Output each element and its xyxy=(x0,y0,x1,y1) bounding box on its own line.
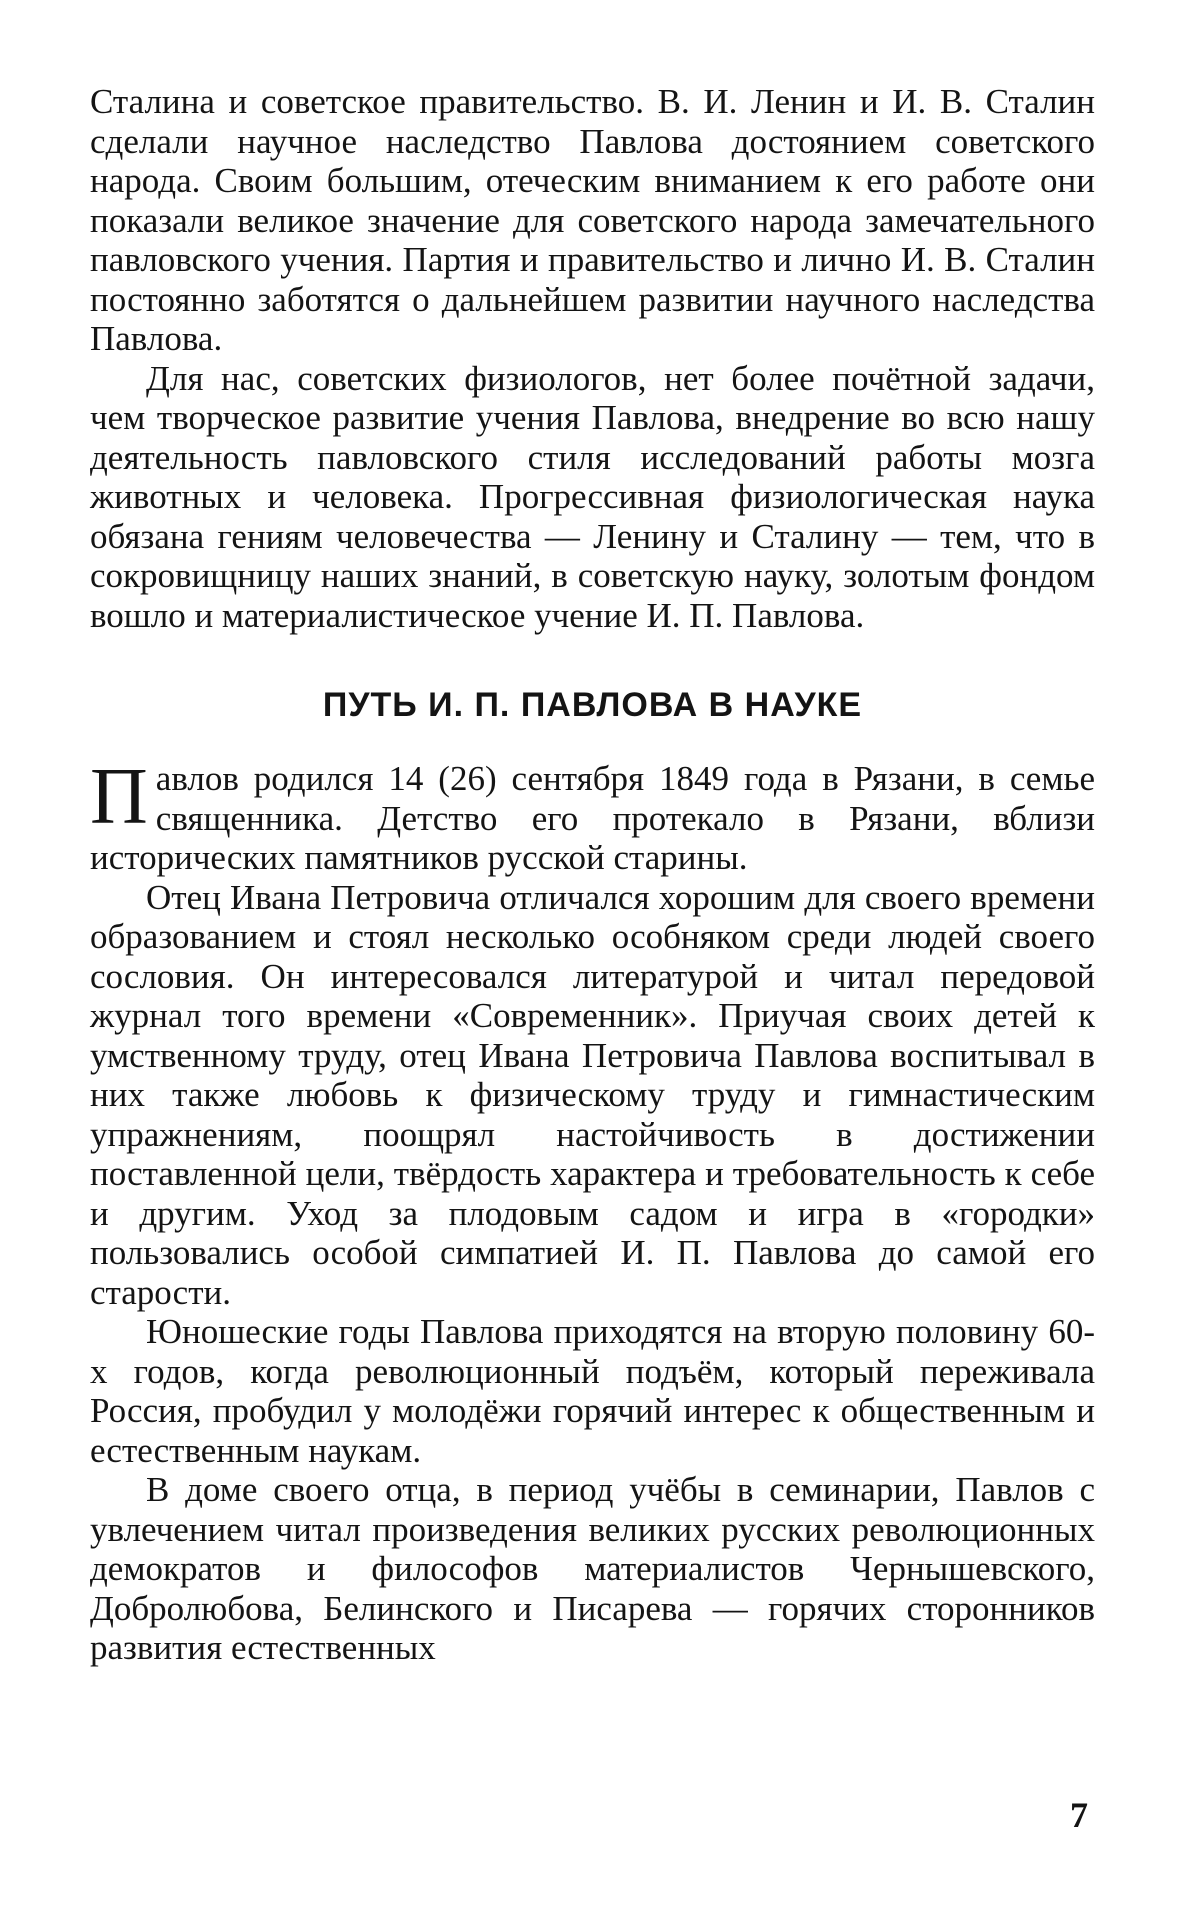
paragraph-youth: Юношеские годы Павлова приходятся на вторую половину 60-х годов, когда революционный подъём, который переживала Россия, пробудил у молодёжи горячий интерес к общественным и естественным наукам. xyxy=(90,1312,1095,1470)
paragraph-reading: В доме своего отца, в период учёбы в семинарии, Павлов с увлечением читал произведения великих русских революционных демократов и философов материалистов Чернышевского, Добролюбова, Белинского и Писарева — горячих сторонников развития естественных xyxy=(90,1470,1095,1667)
page-number: 7 xyxy=(1070,1795,1088,1835)
paragraph-soviet-physiologists: Для нас, советских физиологов, нет более почётной задачи, чем творческое развитие учения Павлова, внедрение во всю нашу деятельность павловского стиля исследований работы мозга животных и человека. Прогрессивная физиологическая наука обязана гениям человечества — Ленину и Сталину — тем, что в сокровищницу наших знаний, в советскую науку, золотым фондом вошло и материалистическое учение И. П. Павлова. xyxy=(90,358,1095,635)
drop-cap-letter: П xyxy=(90,753,148,841)
paragraph-birth-text: авлов родился 14 (26) сентября 1849 года в Рязани, в семье священника. Детство его протекало в Рязани, вблизи исторических памятников русской старины. xyxy=(90,759,1095,877)
paragraph-father: Отец Ивана Петровича отличался хорошим для своего времени образованием и стоял несколько особняком среди людей своего сословия. Он интересовался литературой и читал передовой журнал того времени «Современник». Приучая своих детей к умственному труду, отец Ивана Петровича Павлова воспитывал в них также любовь к физическому труду и гимнастическим упражнениям, поощрял настойчивость в достижении поставленной цели, твёрдость характера и требовательность к себе и другим. Уход за плодовым садом и игра в «городки» пользовались особой симпатией И. П. Павлова до самой его старости. xyxy=(90,877,1095,1312)
section-heading: ПУТЬ И. П. ПАВЛОВА В НАУКЕ xyxy=(322,686,863,724)
paragraph-continuation: Сталина и советское правительство. В. И. Ленин и И. В. Сталин сделали научное наследство Павлова достоянием советского народа. Своим большим, отеческим вниманием к его работе они показали великое значение для советского народа замечательного павловского учения. Партия и правительство и лично И. В. Сталин постоянно заботятся о дальнейшем развитии научного наследства Павлова. xyxy=(90,82,1095,358)
page-body xyxy=(90,82,1095,1668)
paragraph-birth xyxy=(90,753,1095,878)
